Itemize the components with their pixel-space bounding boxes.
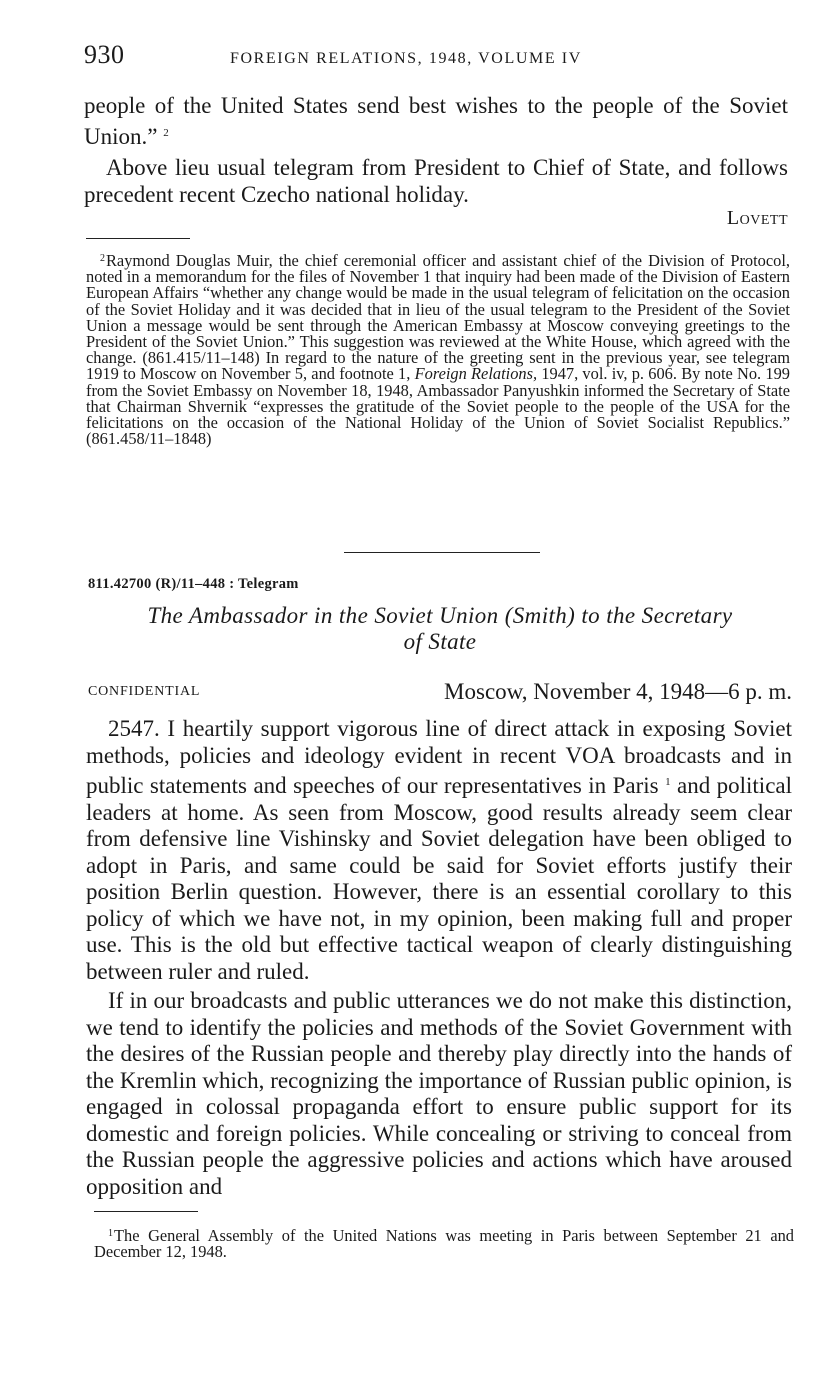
section-divider bbox=[344, 552, 540, 553]
footnote-reference: 1 bbox=[665, 776, 671, 788]
file-number: 811.42700 (R)/11–448 : Telegram bbox=[88, 576, 299, 592]
dateline: Moscow, November 4, 1948—6 p. m. bbox=[444, 679, 792, 704]
footnote-reference: 2 bbox=[163, 126, 169, 139]
footnote-text: $^1$The General Assembly of the United Nations was meeting in Paris between September 21 and December 12, 1948. bbox=[94, 1226, 794, 1262]
publication-title: Foreign Relations, bbox=[414, 364, 538, 384]
page-number: 930 bbox=[84, 40, 125, 69]
footnote-divider bbox=[86, 238, 190, 239]
telegram-paragraph-1: 2547. I heartily support vigorous line of direct attack in exposing Soviet methods, policies and ideology evident in recent VOA broadcasts and in public statements and speeches of our representatives in Paris $^1$ and political leaders at home. As seen from Moscow, good results already seem clear from defensive line Vishinsky and Soviet delegation have been obliged to adopt in Paris, and same could be said for Soviet efforts justify their position Berlin question. However, there is an essential corollary to this policy of which we have not, in my opinion, been making full and proper use. This is the old but effective tactical weapon of clearly distinguishing between ruler and ruled. bbox=[86, 716, 793, 984]
footnote-marker: 2 bbox=[100, 253, 106, 264]
telegram-paragraph-2: If in our broadcasts and public utterances we do not make this distinction, we tend to identify the policies and methods of the Soviet Government with the desires of the Russian people and thereby play directly into the hands of the Kremlin which, recognizing the importance of Russian public opinion, is engaged in colossal propaganda effort to ensure public support for its domestic and foreign policies. While concealing or striving to conceal from the Russian people the aggressive policies and actions which have aroused opposition and bbox=[86, 988, 792, 1199]
continued-paragraph: people of the United States send best wishes to the people of the Soviet Union.” $^2$ bbox=[84, 93, 788, 149]
signature: Lovett bbox=[726, 207, 788, 229]
telegram-body bbox=[86, 716, 792, 1200]
page-header bbox=[84, 40, 794, 80]
document-title-line-1: The Ambassador in the Soviet Union (Smith) to the Secretary bbox=[147, 603, 733, 628]
body-paragraph: Above lieu usual telegram from President to Chief of State, and follows precedent recent Czecho national holiday. bbox=[84, 155, 788, 207]
document-title-line-2: of State bbox=[403, 629, 477, 654]
running-head: FOREIGN RELATIONS, 1948, VOLUME IV bbox=[230, 50, 582, 67]
classification-label: CONFIDENTIAL bbox=[88, 684, 201, 699]
footnote-1 bbox=[94, 1226, 794, 1260]
footnote-text: $^2$Raymond Douglas Muir, the chief ceremonial officer and assistant chief of the Division of Protocol, noted in a memorandum for the files of November 1 that inquiry had been made of the Division of Eastern European Affairs “whether any change would be made in the usual telegram of felicitation on the occasion of the Soviet Holiday and it was decided that in lieu of the usual telegram to the President of the Soviet Union a message would be sent through the American Embassy at Moscow conveying greetings to the President of the Soviet Union.” This suggestion was reviewed at the White House, which agreed with the change. (861.415/11–148) In regard to the nature of the greeting sent in the previous year, see telegram 1919 to Moscow on November 5, and footnote 1, Foreign Relations, 1947, vol. iv, p. 606. By note No. 199 from the Soviet Embassy on November 18, 1948, Ambassador Panyushkin informed the Secretary of State that Chairman Shvernik “expresses the gratitude of the Soviet people to the people of the USA for the felicitations on the occasion of the National Holiday of the Union of Soviet Socialist Republics.” (861.458/11–1848) bbox=[86, 251, 790, 449]
document-title bbox=[90, 603, 790, 655]
continued-text-block bbox=[84, 93, 788, 208]
footnote-divider bbox=[94, 1211, 198, 1212]
footnote-2 bbox=[86, 251, 790, 447]
footnote-marker: 1 bbox=[108, 1228, 114, 1239]
